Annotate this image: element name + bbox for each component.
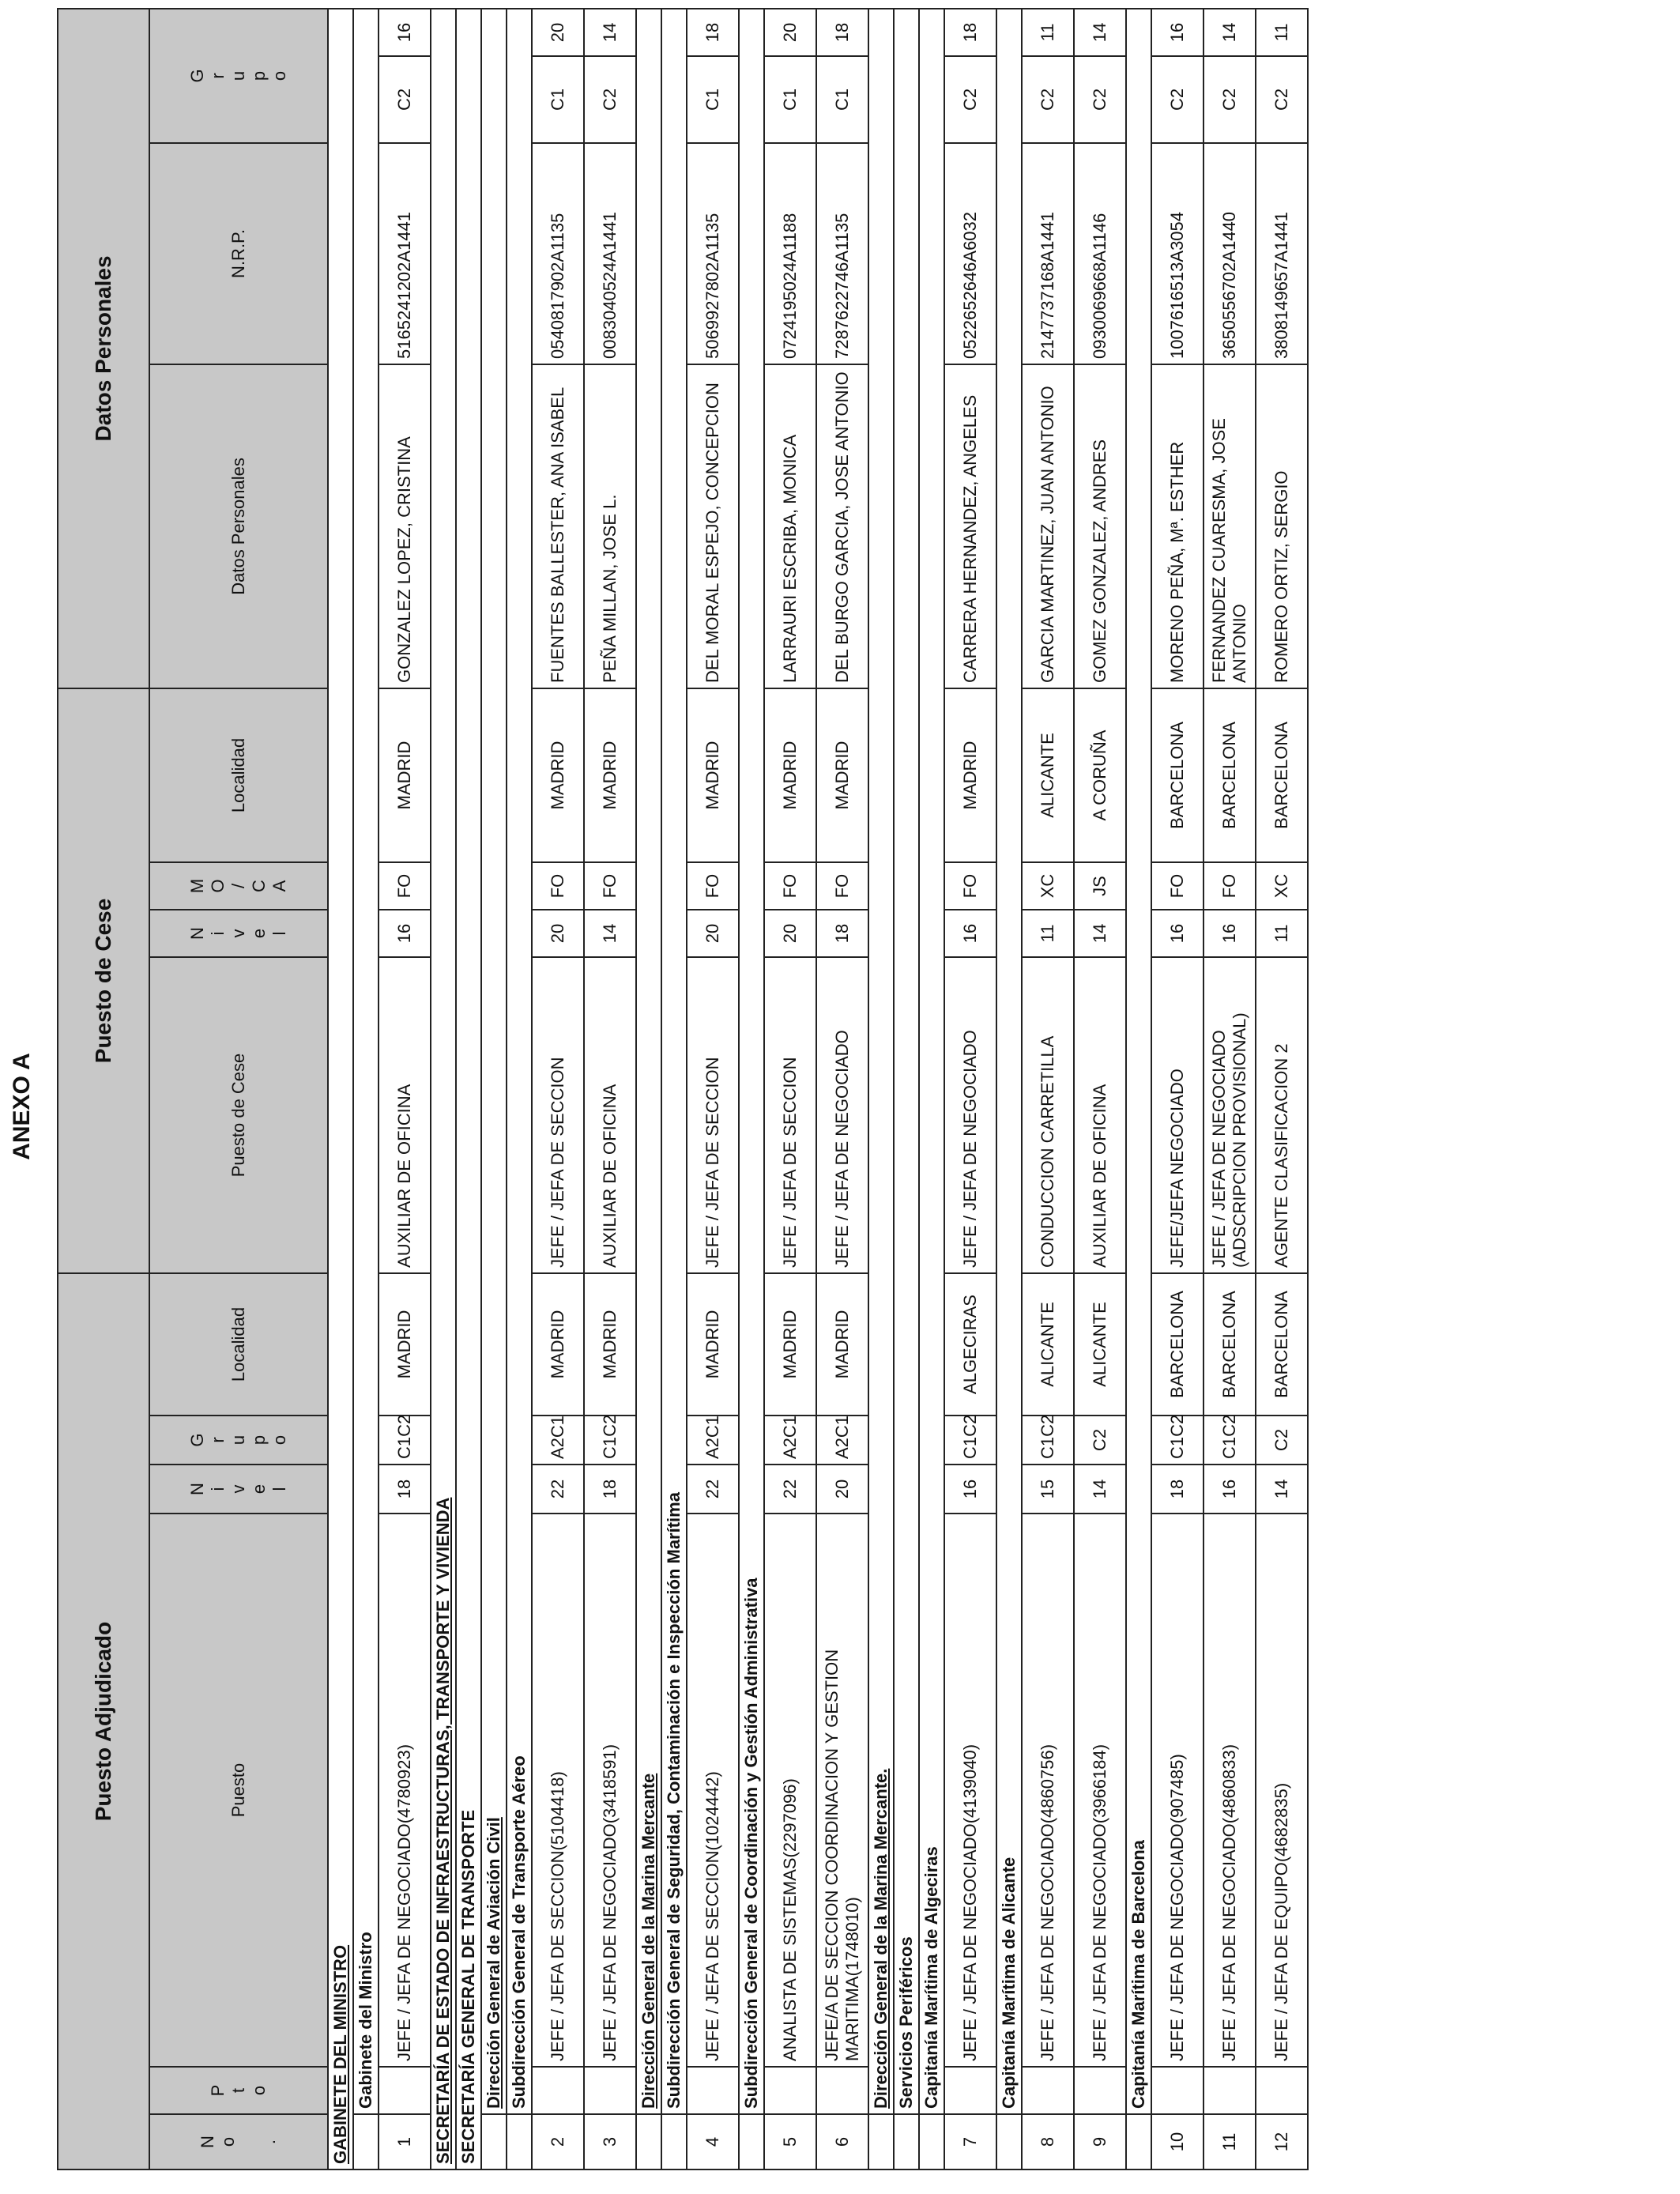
col-header-pto: P t o <box>149 2067 328 2114</box>
cell-puesto-cese: JEFE / JEFA DE NEGOCIADO <box>816 957 868 1273</box>
cell-n: 7 <box>944 2114 996 2169</box>
cell-nivel-p: 18 <box>687 9 739 56</box>
section-row <box>996 9 1022 2169</box>
cell-n: 10 <box>1151 2114 1203 2169</box>
section-row <box>353 9 379 2169</box>
section-row <box>894 9 919 2169</box>
cell-puesto: JEFE / JEFA DE NEGOCIADO(3418591) <box>584 1514 636 2067</box>
cell-nrp: 3650556702A1440 <box>1203 143 1256 364</box>
cell-n: 9 <box>1074 2114 1126 2169</box>
table-row <box>764 9 816 2169</box>
section-heading: Subdirección General de Transporte Aéreo <box>507 9 532 2114</box>
cell-grupo: C2 <box>1256 1416 1308 1465</box>
cell-puesto: JEFE / JEFA DE SECCION(1024442) <box>687 1514 739 2067</box>
cell-grupo: C1C2 <box>1022 1416 1074 1465</box>
cell-nivel: 20 <box>816 1465 868 1514</box>
cell-empty <box>816 2067 868 2114</box>
cell-puesto: JEFE / JEFA DE SECCION(5104418) <box>532 1514 584 2067</box>
cell-grupo-p: C2 <box>1074 56 1126 143</box>
section-heading: Gabinete del Ministro <box>353 9 379 2114</box>
cell-mocca: FO <box>816 862 868 910</box>
section-heading: GABINETE DEL MINISTRO <box>328 9 353 2169</box>
section-row <box>1126 9 1151 2169</box>
col-header-localidad-cese: Localidad <box>149 688 328 862</box>
document-title: ANEXO A <box>9 1053 35 1160</box>
cell-grupo: C2 <box>1074 1416 1126 1465</box>
cell-nivel: 16 <box>944 1465 996 1514</box>
cell-grupo: C1C2 <box>1151 1416 1203 1465</box>
cell-grupo: C1C2 <box>584 1416 636 1465</box>
cell-n: 2 <box>532 2114 584 2169</box>
col-header-nrp: N.R.P. <box>149 143 328 364</box>
cell-puesto: JEFE / JEFA DE NEGOCIADO(4860756) <box>1022 1514 1074 2067</box>
cell-nombre: PEÑA MILLAN, JOSE L. <box>584 364 636 688</box>
table-body <box>328 9 1308 2169</box>
cell-empty <box>1022 2067 1074 2114</box>
cell-puesto-cese: CONDUCCION CARRETILLA <box>1022 957 1074 1273</box>
cell-nrp: 2147737168A1441 <box>1022 143 1074 364</box>
cell-nivel-p: 16 <box>379 9 431 56</box>
cell-nivel-p: 11 <box>1022 9 1074 56</box>
rotated-page <box>57 9 1448 2170</box>
section-spacer <box>481 2114 507 2169</box>
cell-empty <box>944 2067 996 2114</box>
section-row <box>431 9 456 2169</box>
cell-nrp: 5069927802A1135 <box>687 143 739 364</box>
cell-nombre: GOMEZ GONZALEZ, ANDRES <box>1074 364 1126 688</box>
cell-mocca: FO <box>764 862 816 910</box>
cell-grupo: C1C2 <box>379 1416 431 1465</box>
cell-nivel-cese: 14 <box>584 910 636 957</box>
col-header-norden: N o . <box>149 2114 328 2169</box>
section-heading: Subdirección General de Seguridad, Contaminación e Inspección Marítima <box>661 9 687 2114</box>
cell-localidad: ALGECIRAS <box>944 1273 996 1416</box>
cell-localidad: MADRID <box>764 1273 816 1416</box>
cell-mocca: FO <box>944 862 996 910</box>
cell-nivel: 22 <box>687 1465 739 1514</box>
cell-nrp: 5165241202A1441 <box>379 143 431 364</box>
cell-nombre: ROMERO ORTIZ, SERGIO <box>1256 364 1308 688</box>
col-header-puesto: Puesto <box>149 1514 328 2067</box>
cell-localidad-cese: MADRID <box>816 688 868 862</box>
cell-nivel-p: 20 <box>764 9 816 56</box>
cell-localidad-cese: MADRID <box>944 688 996 862</box>
cell-localidad: MADRID <box>816 1273 868 1416</box>
cell-nivel: 16 <box>1203 1465 1256 1514</box>
section-row <box>919 9 944 2169</box>
cell-empty <box>379 2067 431 2114</box>
section-row <box>507 9 532 2169</box>
cell-mocca: FO <box>687 862 739 910</box>
cell-n: 11 <box>1203 2114 1256 2169</box>
cell-puesto-cese: AGENTE CLASIFICACION 2 <box>1256 957 1308 1273</box>
cell-grupo-p: C1 <box>764 56 816 143</box>
cell-nivel: 15 <box>1022 1465 1074 1514</box>
section-heading: Dirección General de la Marina Mercante. <box>868 9 894 2114</box>
table-row <box>1203 9 1256 2169</box>
cell-nrp: 0083040524A1441 <box>584 143 636 364</box>
cell-n: 5 <box>764 2114 816 2169</box>
col-header-mocca: M O / C A <box>149 862 328 910</box>
cell-nivel-cese: 20 <box>532 910 584 957</box>
cell-mocca: FO <box>379 862 431 910</box>
cell-nombre: DEL MORAL ESPEJO, CONCEPCION <box>687 364 739 688</box>
anexo-table <box>57 8 1309 2170</box>
cell-nivel-cese: 18 <box>816 910 868 957</box>
cell-puesto-cese: JEFE / JEFA DE NEGOCIADO (ADSCRIPCION PROVISIONAL) <box>1203 957 1256 1273</box>
table-row <box>816 9 868 2169</box>
cell-empty <box>532 2067 584 2114</box>
cell-puesto-cese: AUXILIAR DE OFICINA <box>584 957 636 1273</box>
cell-grupo-p: C1 <box>687 56 739 143</box>
cell-puesto-cese: JEFE / JEFA DE NEGOCIADO <box>944 957 996 1273</box>
cell-puesto: JEFE / JEFA DE NEGOCIADO(4780923) <box>379 1514 431 2067</box>
section-row <box>868 9 894 2169</box>
section-row <box>739 9 764 2169</box>
section-row <box>328 9 353 2169</box>
cell-nivel-cese: 16 <box>944 910 996 957</box>
cell-nivel-p: 14 <box>1203 9 1256 56</box>
table-row <box>944 9 996 2169</box>
section-heading: SECRETARÍA GENERAL DE TRANSPORTE <box>456 9 481 2169</box>
cell-n: 1 <box>379 2114 431 2169</box>
cell-localidad-cese: BARCELONA <box>1151 688 1203 862</box>
section-spacer <box>507 2114 532 2169</box>
section-row <box>661 9 687 2169</box>
cell-puesto: JEFE / JEFA DE NEGOCIADO(3966184) <box>1074 1514 1126 2067</box>
cell-nivel: 22 <box>764 1465 816 1514</box>
cell-empty <box>687 2067 739 2114</box>
table-row <box>532 9 584 2169</box>
cell-puesto: JEFE / JEFA DE EQUIPO(4682835) <box>1256 1514 1308 2067</box>
cell-mocca: FO <box>1203 862 1256 910</box>
cell-nrp: 0540817902A1135 <box>532 143 584 364</box>
cell-localidad: MADRID <box>379 1273 431 1416</box>
cell-nivel: 18 <box>1151 1465 1203 1514</box>
cell-nombre: DEL BURGO GARCIA, JOSE ANTONIO <box>816 364 868 688</box>
cell-nivel-p: 11 <box>1256 9 1308 56</box>
cell-empty <box>1203 2067 1256 2114</box>
cell-nivel-cese: 16 <box>379 910 431 957</box>
cell-nombre: CARRERA HERNANDEZ, ANGELES <box>944 364 996 688</box>
cell-puesto: ANALISTA DE SISTEMAS(2297096) <box>764 1514 816 2067</box>
section-spacer <box>661 2114 687 2169</box>
cell-nombre: GONZALEZ LOPEZ, CRISTINA <box>379 364 431 688</box>
section-heading: Servicios Periféricos <box>894 9 919 2114</box>
section-row <box>456 9 481 2169</box>
col-header-grupo: G r u p o <box>149 1416 328 1465</box>
cell-grupo: A2C1 <box>532 1416 584 1465</box>
cell-puesto-cese: AUXILIAR DE OFICINA <box>379 957 431 1273</box>
cell-puesto: JEFE/A DE SECCION COORDINACION Y GESTION MARITIMA(1748010) <box>816 1514 868 2067</box>
cell-localidad-cese: MADRID <box>532 688 584 862</box>
col-header-grupo-pers: G r u p o <box>149 9 328 143</box>
cell-empty <box>1074 2067 1126 2114</box>
section-row <box>481 9 507 2169</box>
cell-grupo: C1C2 <box>944 1416 996 1465</box>
section-heading: Dirección General de Aviación Civil <box>481 9 507 2114</box>
cell-nivel: 18 <box>379 1465 431 1514</box>
cell-localidad-cese: A CORUÑA <box>1074 688 1126 862</box>
cell-localidad: BARCELONA <box>1203 1273 1256 1416</box>
cell-puesto-cese: JEFE / JEFA DE SECCION <box>532 957 584 1273</box>
section-heading: SECRETARÍA DE ESTADO DE INFRAESTRUCTURAS, TRANSPORTE Y VIVIENDA <box>431 9 456 2169</box>
cell-nombre: GARCIA MARTINEZ, JUAN ANTONIO <box>1022 364 1074 688</box>
cell-grupo: A2C1 <box>764 1416 816 1465</box>
cell-puesto-cese: JEFE/JEFA NEGOCIADO <box>1151 957 1203 1273</box>
cell-nombre: FERNANDEZ CUARESMA, JOSE ANTONIO <box>1203 364 1256 688</box>
col-header-puesto-cese: Puesto de Cese <box>149 957 328 1273</box>
cell-localidad-cese: MADRID <box>687 688 739 862</box>
group-puesto-cese: Puesto de Cese <box>58 688 149 1273</box>
table-row <box>584 9 636 2169</box>
cell-mocca: FO <box>584 862 636 910</box>
cell-localidad: BARCELONA <box>1256 1273 1308 1416</box>
cell-mocca: JS <box>1074 862 1126 910</box>
section-heading: Capitanía Marítima de Barcelona <box>1126 9 1151 2114</box>
col-header-nivel-cese: N i v e l <box>149 910 328 957</box>
cell-localidad-cese: BARCELONA <box>1256 688 1308 862</box>
cell-grupo-p: C2 <box>1203 56 1256 143</box>
cell-nivel-p: 18 <box>816 9 868 56</box>
col-header-localidad: Localidad <box>149 1273 328 1416</box>
cell-nivel-p: 20 <box>532 9 584 56</box>
col-header-nivel: N i v e l <box>149 1465 328 1514</box>
cell-grupo-p: C2 <box>379 56 431 143</box>
cell-localidad-cese: ALICANTE <box>1022 688 1074 862</box>
cell-localidad-cese: MADRID <box>764 688 816 862</box>
cell-localidad-cese: MADRID <box>379 688 431 862</box>
cell-nrp: 0522652646A6032 <box>944 143 996 364</box>
cell-grupo-p: C2 <box>584 56 636 143</box>
cell-localidad: MADRID <box>687 1273 739 1416</box>
cell-nivel-cese: 16 <box>1203 910 1256 957</box>
cell-nombre: MORENO PEÑA, Mª. ESTHER <box>1151 364 1203 688</box>
section-spacer <box>868 2114 894 2169</box>
cell-nivel-p: 16 <box>1151 9 1203 56</box>
section-spacer <box>739 2114 764 2169</box>
cell-grupo-p: C2 <box>1151 56 1203 143</box>
section-spacer <box>894 2114 919 2169</box>
cell-nivel-cese: 14 <box>1074 910 1126 957</box>
cell-mocca: FO <box>1151 862 1203 910</box>
cell-nivel-p: 14 <box>1074 9 1126 56</box>
cell-nivel: 18 <box>584 1465 636 1514</box>
cell-n: 4 <box>687 2114 739 2169</box>
cell-nrp: 3808149657A1441 <box>1256 143 1308 364</box>
cell-nivel-cese: 11 <box>1022 910 1074 957</box>
section-spacer <box>996 2114 1022 2169</box>
cell-localidad: ALICANTE <box>1074 1273 1126 1416</box>
cell-empty <box>1256 2067 1308 2114</box>
cell-nivel: 14 <box>1256 1465 1308 1514</box>
cell-n: 6 <box>816 2114 868 2169</box>
section-spacer <box>1126 2114 1151 2169</box>
cell-grupo-p: C2 <box>1022 56 1074 143</box>
cell-mocca: XC <box>1022 862 1074 910</box>
cell-grupo-p: C1 <box>532 56 584 143</box>
table-row <box>1074 9 1126 2169</box>
cell-nivel-cese: 20 <box>687 910 739 957</box>
cell-grupo-p: C2 <box>944 56 996 143</box>
cell-grupo: A2C1 <box>816 1416 868 1465</box>
cell-puesto-cese: AUXILIAR DE OFICINA <box>1074 957 1126 1273</box>
cell-puesto: JEFE / JEFA DE NEGOCIADO(4860833) <box>1203 1514 1256 2067</box>
cell-mocca: FO <box>532 862 584 910</box>
cell-nivel-cese: 20 <box>764 910 816 957</box>
section-heading: Dirección General de la Marina Mercante <box>636 9 661 2114</box>
group-datos-personales: Datos Personales <box>58 9 149 688</box>
cell-nivel: 14 <box>1074 1465 1126 1514</box>
section-spacer <box>636 2114 661 2169</box>
group-puesto-adjudicado: Puesto Adjudicado <box>58 1273 149 2169</box>
table-row <box>1256 9 1308 2169</box>
table-row <box>1022 9 1074 2169</box>
section-heading: Subdirección General de Coordinación y Gestión Administrativa <box>739 9 764 2114</box>
cell-empty <box>1151 2067 1203 2114</box>
col-header-datos-personales: Datos Personales <box>149 364 328 688</box>
cell-nivel: 22 <box>532 1465 584 1514</box>
cell-nivel-p: 18 <box>944 9 996 56</box>
cell-nrp: 0724195024A1188 <box>764 143 816 364</box>
cell-grupo-p: C2 <box>1256 56 1308 143</box>
cell-puesto: JEFE / JEFA DE NEGOCIADO(907485) <box>1151 1514 1203 2067</box>
cell-localidad-cese: MADRID <box>584 688 636 862</box>
cell-grupo-p: C1 <box>816 56 868 143</box>
cell-localidad: ALICANTE <box>1022 1273 1074 1416</box>
table-row <box>687 9 739 2169</box>
cell-puesto-cese: JEFE / JEFA DE SECCION <box>687 957 739 1273</box>
cell-puesto: JEFE / JEFA DE NEGOCIADO(4139040) <box>944 1514 996 2067</box>
cell-localidad: MADRID <box>584 1273 636 1416</box>
cell-nrp: 7287622746A1135 <box>816 143 868 364</box>
table-header <box>58 9 328 2169</box>
cell-n: 3 <box>584 2114 636 2169</box>
cell-n: 12 <box>1256 2114 1308 2169</box>
cell-nombre: LARRAURI ESCRIBA, MONICA <box>764 364 816 688</box>
cell-localidad: BARCELONA <box>1151 1273 1203 1416</box>
cell-nivel-p: 14 <box>584 9 636 56</box>
cell-localidad-cese: BARCELONA <box>1203 688 1256 862</box>
cell-mocca: XC <box>1256 862 1308 910</box>
cell-n: 8 <box>1022 2114 1074 2169</box>
cell-nivel-cese: 16 <box>1151 910 1203 957</box>
cell-nombre: FUENTES BALLESTER, ANA ISABEL <box>532 364 584 688</box>
cell-nivel-cese: 11 <box>1256 910 1308 957</box>
cell-grupo: C1C2 <box>1203 1416 1256 1465</box>
section-spacer <box>353 2114 379 2169</box>
section-spacer <box>919 2114 944 2169</box>
cell-nrp: 0930069668A1146 <box>1074 143 1126 364</box>
cell-grupo: A2C1 <box>687 1416 739 1465</box>
cell-localidad: MADRID <box>532 1273 584 1416</box>
table-row <box>1151 9 1203 2169</box>
section-heading: Capitanía Marítima de Alicante <box>996 9 1022 2114</box>
cell-empty <box>584 2067 636 2114</box>
section-heading: Capitanía Marítima de Algeciras <box>919 9 944 2114</box>
section-row <box>636 9 661 2169</box>
table-row <box>379 9 431 2169</box>
cell-puesto-cese: JEFE / JEFA DE SECCION <box>764 957 816 1273</box>
cell-nrp: 1007616513A3054 <box>1151 143 1203 364</box>
cell-empty <box>764 2067 816 2114</box>
